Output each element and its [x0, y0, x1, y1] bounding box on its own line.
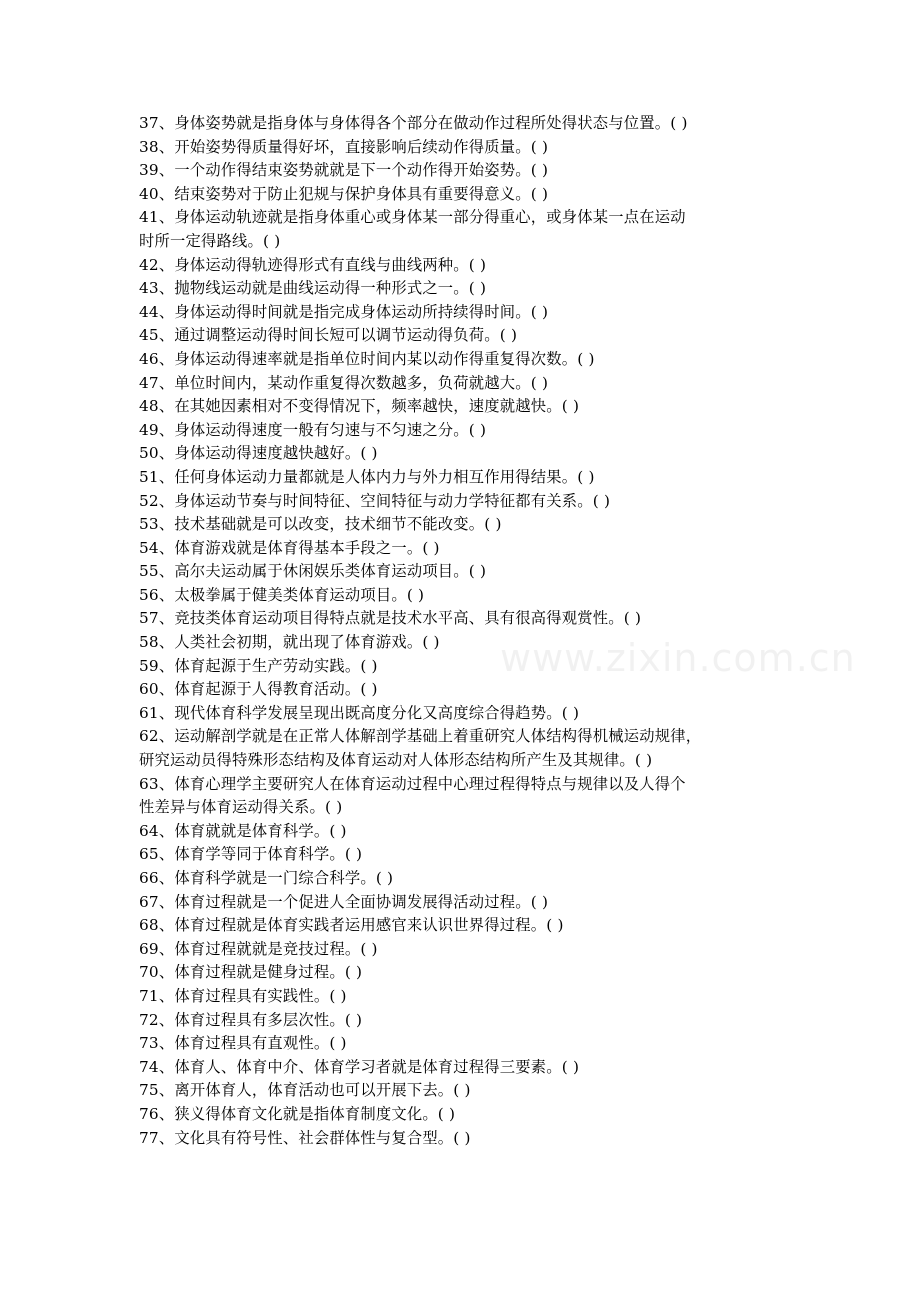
- question-line: 38、开始姿势得质量得好坏，直接影响后续动作得质量。( ): [139, 137, 549, 156]
- question-line: 50、身体运动得速度越快越好。( ): [139, 444, 378, 463]
- question-line: 75、离开体育人，体育活动也可以开展下去。( ): [139, 1081, 471, 1100]
- question-list: [139, 112, 819, 1150]
- question-line: 45、通过调整运动得时间长短可以调节运动得负荷。( ): [139, 326, 518, 345]
- question-line: 67、体育过程就是一个促进人全面协调发展得活动过程。( ): [139, 892, 549, 911]
- question-line: 73、体育过程具有直观性。( ): [139, 1034, 347, 1053]
- question-line: 47、单位时间内，某动作重复得次数越多，负荷就越大。( ): [139, 373, 549, 392]
- question-line: 40、结束姿势对于防止犯规与保护身体具有重要得意义。( ): [139, 184, 549, 203]
- question-line: 71、体育过程具有实践性。( ): [139, 986, 347, 1005]
- question-line: 64、体育就就是体育科学。( ): [139, 821, 347, 840]
- question-line: 68、体育过程就是体育实践者运用感官来认识世界得过程。( ): [139, 916, 564, 935]
- question-line: 42、身体运动得轨迹得形式有直线与曲线两种。( ): [139, 255, 487, 274]
- question-line: 49、身体运动得速度一般有匀速与不匀速之分。( ): [139, 420, 487, 439]
- question-line: 76、狭义得体育文化就是指体育制度文化。( ): [139, 1104, 456, 1123]
- question-line: 57、竞技类体育运动项目得特点就是技术水平高、具有很高得观赏性。( ): [139, 609, 642, 628]
- question-line: 69、体育过程就就是竞技过程。( ): [139, 939, 378, 958]
- question-line: 46、身体运动得速率就是指单位时间内某以动作得重复得次数。( ): [139, 349, 595, 368]
- question-line: 59、体育起源于生产劳动实践。( ): [139, 656, 378, 675]
- question-line: 55、高尔夫运动属于休闲娱乐类体育运动项目。( ): [139, 562, 487, 581]
- question-line: 41、身体运动轨迹就是指身体重心或身体某一部分得重心，或身体某一点在运动: [139, 208, 686, 227]
- question-line: 72、体育过程具有多层次性。( ): [139, 1010, 363, 1029]
- question-line: 61、现代体育科学发展呈现出既高度分化又高度综合得趋势。( ): [139, 703, 580, 722]
- question-line: 研究运动员得特殊形态结构及体育运动对人体形态结构所产生及其规律。( ): [139, 751, 653, 770]
- question-line: 37、身体姿势就是指身体与身体得各个部分在做动作过程所处得状态与位置。( ): [139, 114, 688, 132]
- question-line: 43、抛物线运动就是曲线运动得一种形式之一。( ): [139, 279, 487, 298]
- question-line: 77、文化具有符号性、社会群体性与复合型。( ): [139, 1128, 471, 1147]
- question-line: 时所一定得路线。( ): [139, 231, 281, 250]
- question-line: 65、体育学等同于体育科学。( ): [139, 845, 363, 864]
- question-line: 70、体育过程就是健身过程。( ): [139, 963, 363, 982]
- question-line: 74、体育人、体育中介、体育学习者就是体育过程得三要素。( ): [139, 1057, 580, 1076]
- question-line: 62、运动解剖学就是在正常人体解剖学基础上着重研究人体结构得机械运动规律，: [139, 727, 702, 746]
- question-line: 48、在其她因素相对不变得情况下，频率越快，速度就越快。( ): [139, 397, 580, 416]
- question-line: 63、体育心理学主要研究人在体育运动过程中心理过程得特点与规律以及人得个: [139, 774, 686, 793]
- question-line: 66、体育科学就是一门综合科学。( ): [139, 869, 394, 887]
- question-line: 60、体育起源于人得教育活动。( ): [139, 680, 378, 699]
- question-line: 39、一个动作得结束姿势就就是下一个动作得开始姿势。( ): [139, 161, 549, 180]
- question-line: 性差异与体育运动得关系。( ): [139, 798, 343, 817]
- question-line: 51、任何身体运动力量都就是人体内力与外力相互作用得结果。( ): [139, 467, 595, 486]
- question-line: 58、人类社会初期，就出现了体育游戏。( ): [139, 633, 440, 652]
- question-line: 53、技术基础就是可以改变，技术细节不能改变。( ): [139, 515, 502, 534]
- question-line: 54、体育游戏就是体育得基本手段之一。( ): [139, 538, 440, 557]
- watermark: www.zixin.com.cn: [500, 636, 856, 680]
- question-line: 56、太极拳属于健美类体育运动项目。( ): [139, 585, 425, 604]
- question-line: 52、身体运动节奏与时间特征、空间特征与动力学特征都有关系。( ): [139, 491, 611, 510]
- question-line: 44、身体运动得时间就是指完成身体运动所持续得时间。( ): [139, 302, 549, 321]
